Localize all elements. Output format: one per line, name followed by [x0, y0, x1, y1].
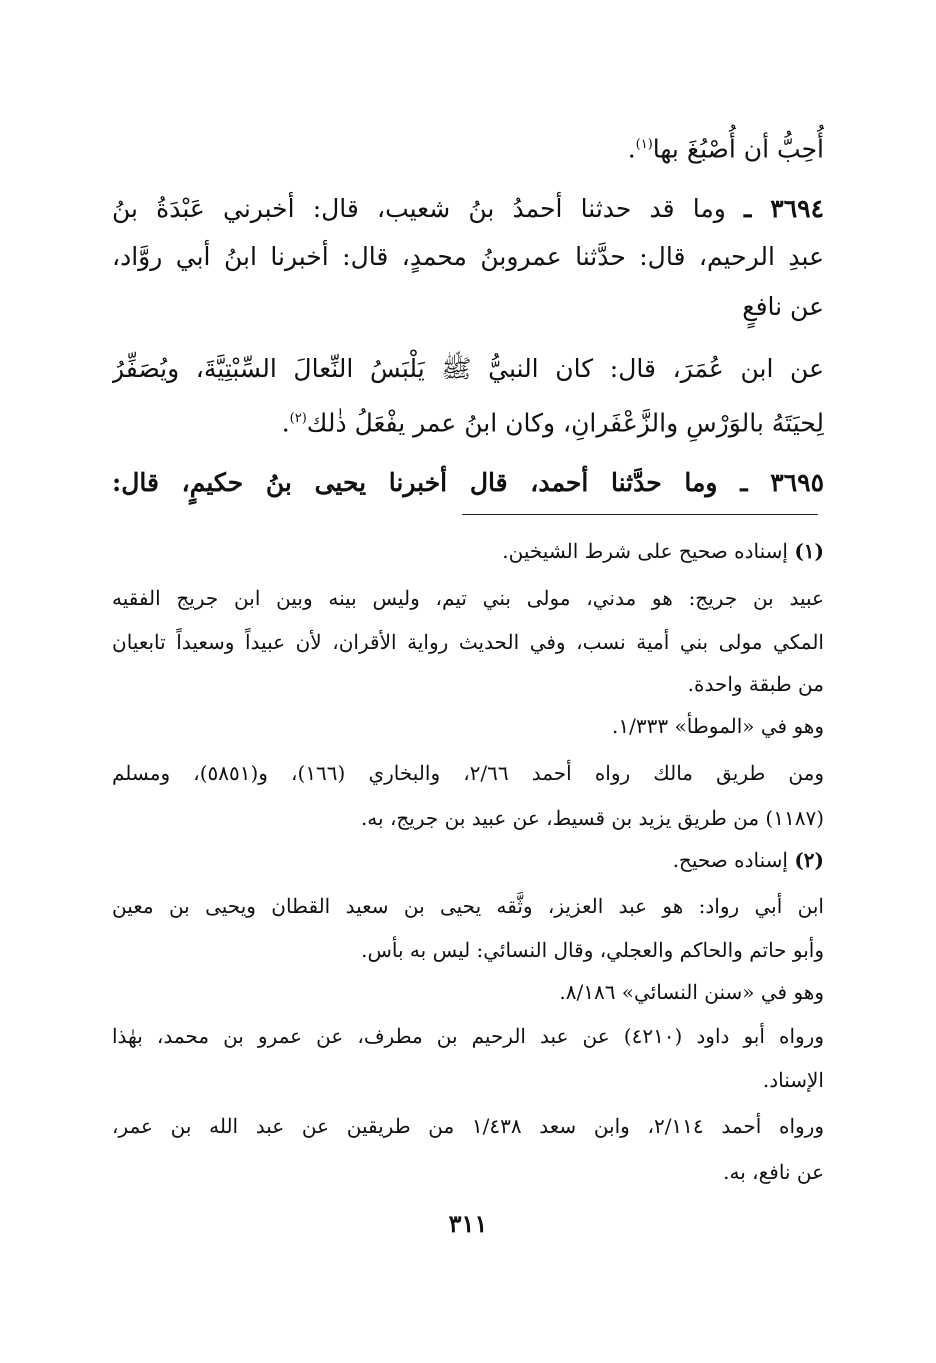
- footnote-separator: [462, 514, 818, 515]
- hadith-3694-line-2: عبدِ الرحيم، قال: حدَّثنا عمروبنُ محمدٍ، قال: أخبرنا ابنُ أبي روَّاد،: [112, 242, 824, 271]
- hadith-3694-line-1: [112, 186, 824, 232]
- hadith-3695-number: ٣٦٩٥ ـ: [740, 468, 824, 497]
- footnote-ref-2: (٢): [289, 411, 307, 426]
- footnote-2-line-2: ابن أبي رواد: هو عبد العزيز، وثَّقه يحيى بن سعيد القطان ويحيى بن معين: [112, 894, 824, 918]
- footnote-2-line-1: [112, 842, 824, 878]
- hadith-3695-line-1: [112, 460, 824, 506]
- hadith-3694-line-3: عن نافعٍ: [742, 292, 824, 321]
- footnote-1-line-7: (١١٨٧) من طريق يزيد بن قسيط، عن عبيد بن جريج، به.: [360, 806, 824, 830]
- hadith-3694-number: ٣٦٩٤ ـ: [744, 194, 824, 223]
- footnote-1-line-3: المكي مولى بني أمية نسب، وفي الحديث رواية الأقران، لأن عبيداً وسعيداً تابعيان: [112, 630, 824, 654]
- main-line-1: [112, 122, 824, 168]
- footnote-2-line-6: الإسناد.: [762, 1068, 824, 1092]
- hadith-3694-line-4: عن ابن عُمَرَ، قال: كان النبيُّ ﷺ يَلْبَسُ النِّعالَ السِّبْتِيَّةَ، ويُصَفِّرُ: [112, 354, 824, 383]
- hadith-3695-line-1-text: وما حدَّثنا أحمد، قال أخبرنا يحيى بنُ حكيمٍ، قال:: [112, 468, 718, 497]
- hadith-3694-line-5: [112, 396, 824, 442]
- page-number: ٣١١: [448, 1209, 488, 1238]
- footnote-1-label: (١): [794, 539, 824, 563]
- footnote-ref-1: (١): [635, 137, 653, 152]
- footnote-2-line-8: عن نافع، به.: [723, 1160, 824, 1184]
- hadith-3694-line-1-text: وما قد حدثنا أحمدُ بنُ شعيب، قال: أخبرني عَبْدَةُ بنُ: [112, 194, 726, 223]
- footnote-2-line-5: ورواه أبو داود (٤٢١٠) عن عبد الرحيم بن مطرف، عن عمرو بن محمد، بهٰذا: [112, 1024, 824, 1048]
- footnote-1-line-2: عبيد بن جريج: هو مدني، مولى بني تيم، وليس بينه وبين ابن جريج الفقيه: [112, 586, 824, 610]
- footnote-1-line-5: وهو في «الموطأ» ١/٣٣٣.: [612, 714, 824, 738]
- footnote-2-line-4: وهو في «سنن النسائي» ٨/١٨٦.: [559, 980, 824, 1004]
- footnote-2-line-1-text: إسناده صحيح.: [672, 848, 788, 872]
- main-line-1-end: .: [627, 134, 636, 164]
- hadith-3694-line-5-end: .: [281, 408, 290, 438]
- main-line-1-text: أُحِبُّ أن أُصْبُغَ بها: [652, 134, 824, 164]
- footnote-2-line-7: ورواه أحمد ٢/١١٤، وابن سعد ١/٤٣٨ من طريقين عن عبد الله بن عمر،: [112, 1114, 824, 1138]
- footnote-1-line-1-text: إسناده صحيح على شرط الشيخين.: [502, 539, 788, 563]
- footnote-2-label: (٢): [794, 848, 824, 872]
- hadith-3694-line-5-text: لِحيَتَهُ بالوَرْسِ والزَّعْفَرانِ، وكان ابنُ عمر يفْعَلُ ذٰلك: [306, 408, 824, 438]
- footnote-1-line-6: ومن طريق مالك رواه أحمد ٢/٦٦، والبخاري (١٦٦)، و(٥٨٥١)، ومسلم: [112, 761, 824, 785]
- footnote-1-line-4: من طبقة واحدة.: [687, 672, 824, 696]
- footnote-2-line-3: وأبو حاتم والحاكم والعجلي، وقال النسائي: ليس به بأس.: [361, 938, 824, 962]
- footnote-1-line-1: [112, 533, 824, 569]
